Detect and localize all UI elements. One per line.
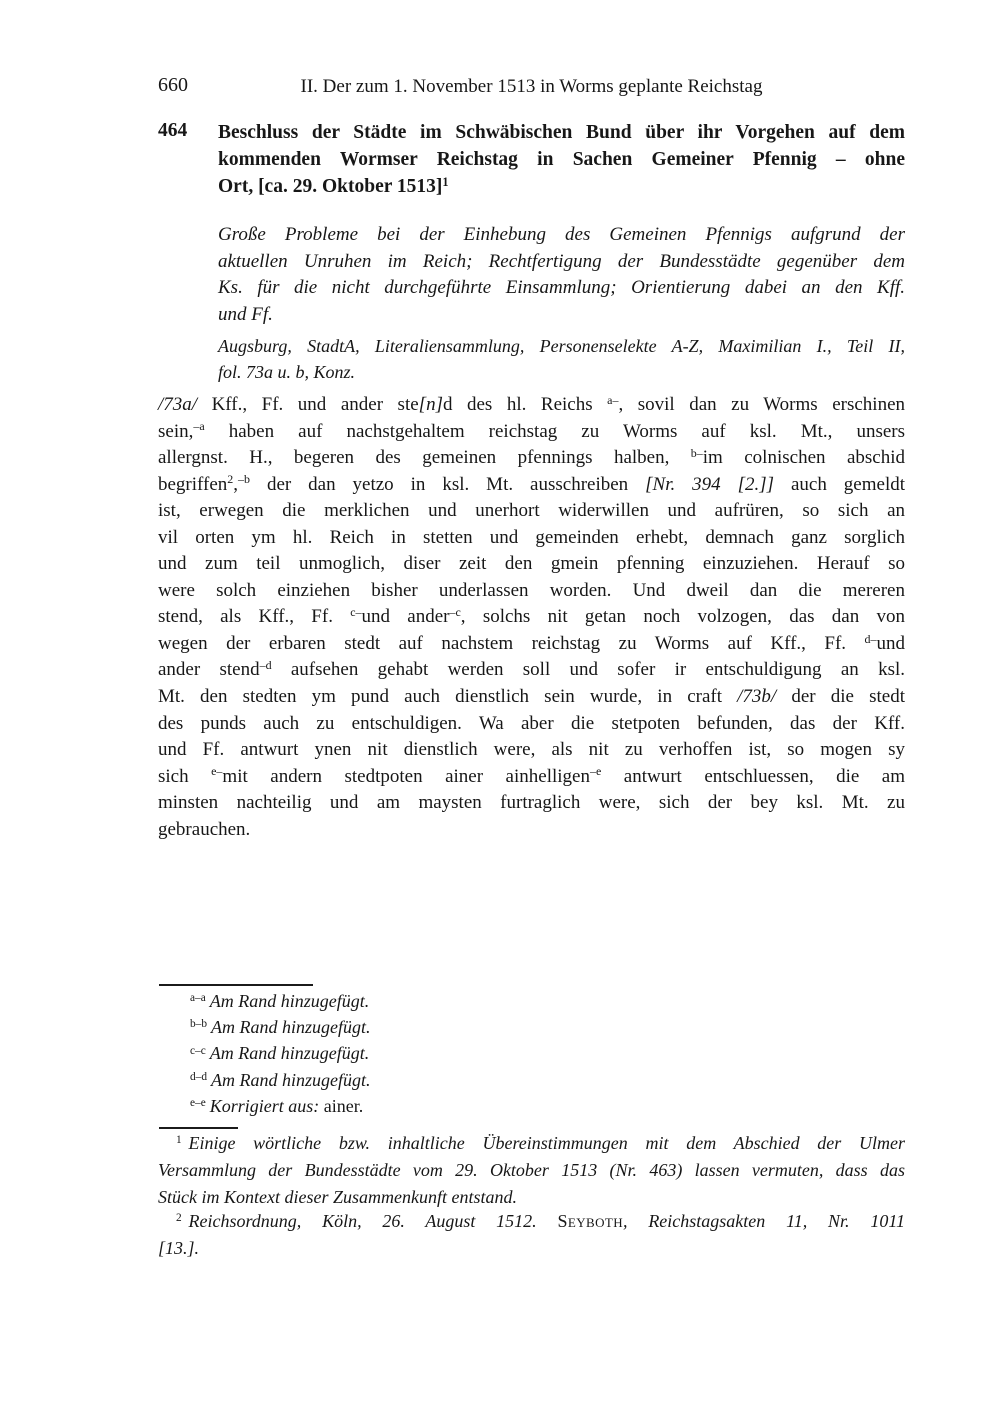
text-segment: e– bbox=[211, 764, 223, 779]
text-segment: a–a bbox=[190, 992, 206, 1005]
critical-apparatus bbox=[158, 988, 905, 1119]
body-line bbox=[158, 657, 905, 684]
footnote-line bbox=[158, 1130, 905, 1157]
body-line bbox=[158, 472, 905, 499]
text-segment: –b bbox=[238, 472, 250, 487]
text-segment: , bbox=[233, 473, 239, 495]
body-line bbox=[158, 764, 905, 791]
running-head: II. Der zum 1. November 1513 in Worms geplante Reichstag bbox=[300, 76, 763, 97]
apparatus-note bbox=[158, 1067, 905, 1093]
footnote-2 bbox=[158, 1208, 905, 1262]
text-segment: 1 bbox=[442, 175, 449, 190]
title-line bbox=[218, 119, 905, 146]
text-segment: /73b/ bbox=[737, 686, 777, 708]
source-line bbox=[218, 359, 905, 385]
footnote-line bbox=[158, 1184, 905, 1211]
text-segment: sein, bbox=[158, 420, 194, 442]
text-segment: minsten nachteilig und am maysten furtraglich were, sich der bey ksl. Mt. zu bbox=[158, 792, 905, 814]
footnote-line bbox=[158, 1157, 905, 1184]
apparatus-note bbox=[158, 1093, 905, 1119]
body-text bbox=[158, 392, 905, 843]
text-segment: im colnischen abschid bbox=[702, 447, 905, 469]
footnote-rule bbox=[159, 1127, 238, 1129]
text-segment: 1 bbox=[176, 1134, 182, 1147]
body-line bbox=[158, 684, 905, 711]
text-segment: b– bbox=[690, 445, 703, 460]
text-segment: ander stend bbox=[158, 659, 260, 681]
apparatus-note bbox=[158, 1040, 905, 1066]
text-segment: und zum teil unmoglich, diser zeit den gmein pfenning einzuziehen. Herauf so bbox=[158, 553, 905, 575]
text-segment: ist, erwegen die merklichen und unerhort widerwillen und aufrüren, so sich an bbox=[158, 500, 905, 522]
text-segment: –e bbox=[589, 764, 602, 779]
text-segment: , solchs nit getan noch volzogen, das dan von bbox=[460, 606, 906, 628]
text-segment: Reichsordnung, Köln, 26. August 1512. bbox=[188, 1211, 558, 1231]
page-header bbox=[158, 76, 905, 98]
apparatus-rule bbox=[159, 984, 313, 986]
summary-line bbox=[218, 302, 905, 329]
text-segment: vil orten ym hl. Reich in stetten und gemeinden erhebt, demnach ganz sorglich bbox=[158, 526, 905, 548]
text-segment: were solch einziehen bisher underlassen worden. Und dweil dan die mereren bbox=[158, 579, 905, 601]
text-segment: Ks. für die nicht durchgeführte Einsammlung; Orientierung dabei an den Kff. bbox=[218, 277, 905, 299]
text-segment: sich bbox=[158, 765, 212, 787]
entry-title bbox=[218, 119, 905, 201]
text-segment: mit andern stedtpoten ainer ainhelligen bbox=[222, 765, 590, 787]
text-segment: und Ff. bbox=[218, 303, 273, 325]
text-segment: Reichstagsakten 11, Nr. 1011 bbox=[648, 1211, 906, 1231]
text-segment: Am Rand hinzugefügt. bbox=[209, 1043, 370, 1064]
body-line bbox=[158, 790, 905, 817]
text-segment: e–e bbox=[190, 1096, 206, 1109]
text-segment: und Ff. antwurt ynen nit dienstlich were, als nit zu verhoffen ist, so mogen sy bbox=[158, 739, 905, 761]
text-segment: und bbox=[876, 632, 905, 654]
text-segment: –c bbox=[449, 605, 461, 620]
text-segment: Versammlung der Bundesstädte vom 29. Oktober 1513 (Nr. 463) lassen vermuten, dass das bbox=[158, 1159, 905, 1180]
text-segment: Augsburg, StadtA, Literaliensammlung, Personenselekte A-Z, Maximilian I., Teil II, bbox=[218, 336, 905, 356]
text-segment: Einige wörtliche bzw. inhaltliche Übereinstimmungen mit dem Abschied der Ulmer bbox=[188, 1133, 905, 1153]
title-line bbox=[218, 146, 905, 173]
entry-summary bbox=[218, 222, 905, 328]
text-segment: Mt. den stedten ym pund auch dienstlich sein wurde, in craft bbox=[158, 686, 738, 708]
text-segment: gebrauchen. bbox=[158, 818, 251, 840]
text-segment: Ort, [ca. 29. Oktober 1513] bbox=[218, 176, 443, 198]
body-line bbox=[158, 711, 905, 738]
body-line bbox=[158, 525, 905, 552]
text-segment: d des hl. Reichs bbox=[442, 394, 608, 415]
source-citation bbox=[218, 333, 905, 386]
text-segment: d–d bbox=[190, 1070, 207, 1083]
body-line bbox=[158, 578, 905, 605]
summary-line bbox=[218, 222, 905, 249]
footnote-line bbox=[158, 1208, 905, 1235]
title-line bbox=[218, 173, 905, 200]
text-segment: ainer. bbox=[319, 1095, 364, 1116]
text-segment: begriffen bbox=[158, 473, 228, 495]
footnote-1 bbox=[158, 1130, 905, 1211]
body-line bbox=[158, 498, 905, 525]
text-segment: der dan yetzo in ksl. Mt. ausschreiben bbox=[250, 473, 646, 495]
summary-line bbox=[218, 249, 905, 276]
text-segment: –a bbox=[193, 419, 205, 434]
text-segment: Beschluss der Städte im Schwäbischen Bund über ihr Vorgehen auf dem bbox=[218, 122, 905, 143]
footnote-line bbox=[158, 1235, 905, 1262]
text-segment: auch gemeldt bbox=[774, 473, 905, 495]
text-segment: c– bbox=[350, 605, 362, 620]
text-segment: aktuellen Unruhen im Reich; Rechtfertigung der Bundesstädte gegenüber dem bbox=[218, 250, 905, 272]
apparatus-note bbox=[158, 988, 905, 1014]
text-segment: 2 bbox=[227, 472, 234, 487]
text-segment: Seyboth bbox=[557, 1211, 623, 1231]
text-segment: Am Rand hinzugefügt. bbox=[209, 991, 370, 1011]
text-segment: c–c bbox=[190, 1044, 206, 1057]
text-segment: wegen der erbaren stedt auf nachstem reichstag zu Worms auf Kff., Ff. bbox=[158, 632, 865, 654]
page-number: 660 bbox=[158, 74, 188, 96]
text-segment: b–b bbox=[190, 1018, 207, 1031]
text-segment: des punds auch zu entschuldigen. Wa aber die stetpoten befunden, das der Kff. bbox=[158, 712, 905, 734]
text-segment: Am Rand hinzugefügt. bbox=[210, 1069, 371, 1090]
text-segment: kommenden Wormser Reichstag in Sachen Gemeiner Pfennig – ohne bbox=[218, 149, 905, 171]
body-line bbox=[158, 419, 905, 446]
body-line bbox=[158, 445, 905, 472]
text-segment: Große Probleme bei der Einhebung des Gemeinen Pfennigs aufgrund der bbox=[218, 224, 905, 245]
text-segment: [13.]. bbox=[158, 1237, 200, 1258]
body-line bbox=[158, 817, 905, 844]
text-segment: Kff., Ff. und ander ste bbox=[197, 394, 419, 415]
entry-number: 464 bbox=[158, 120, 188, 141]
text-segment: fol. 73a u. b, Konz. bbox=[218, 362, 356, 383]
text-segment: , bbox=[623, 1211, 649, 1231]
body-line bbox=[158, 604, 905, 631]
text-segment: Stück im Kontext dieser Zusammenkunft entstand. bbox=[158, 1186, 517, 1207]
text-segment: , sovil dan zu Worms erschinen bbox=[618, 394, 905, 415]
body-line bbox=[158, 737, 905, 764]
source-line bbox=[218, 333, 905, 359]
text-segment: d– bbox=[864, 631, 877, 646]
body-line bbox=[158, 631, 905, 658]
text-segment: 2 bbox=[176, 1212, 182, 1225]
text-segment: stend, als Kff., Ff. bbox=[158, 606, 351, 628]
text-segment: allergnst. H., begeren des gemeinen pfennings halben, bbox=[158, 447, 691, 469]
text-segment: der die stedt bbox=[776, 686, 905, 708]
body-line bbox=[158, 551, 905, 578]
text-segment: [Nr. 394 [2.]] bbox=[645, 473, 775, 495]
text-segment: Korrigiert aus: bbox=[209, 1095, 320, 1116]
text-segment: a– bbox=[607, 392, 619, 407]
text-segment: haben auf nachstgehaltem reichstag zu Worms auf ksl. Mt., unsers bbox=[204, 420, 905, 442]
apparatus-note bbox=[158, 1014, 905, 1040]
text-segment: aufsehen gehabt werden soll und sofer ir entschuldigung an ksl. bbox=[271, 659, 905, 681]
text-segment: und ander bbox=[361, 606, 450, 628]
text-segment: Am Rand hinzugefügt. bbox=[210, 1017, 371, 1038]
body-line bbox=[158, 392, 905, 419]
text-segment: –d bbox=[259, 658, 272, 673]
text-segment: [n] bbox=[418, 394, 443, 415]
text-segment: antwurt entschluessen, die am bbox=[601, 765, 906, 787]
summary-line bbox=[218, 275, 905, 302]
text-segment: /73a/ bbox=[158, 394, 198, 415]
